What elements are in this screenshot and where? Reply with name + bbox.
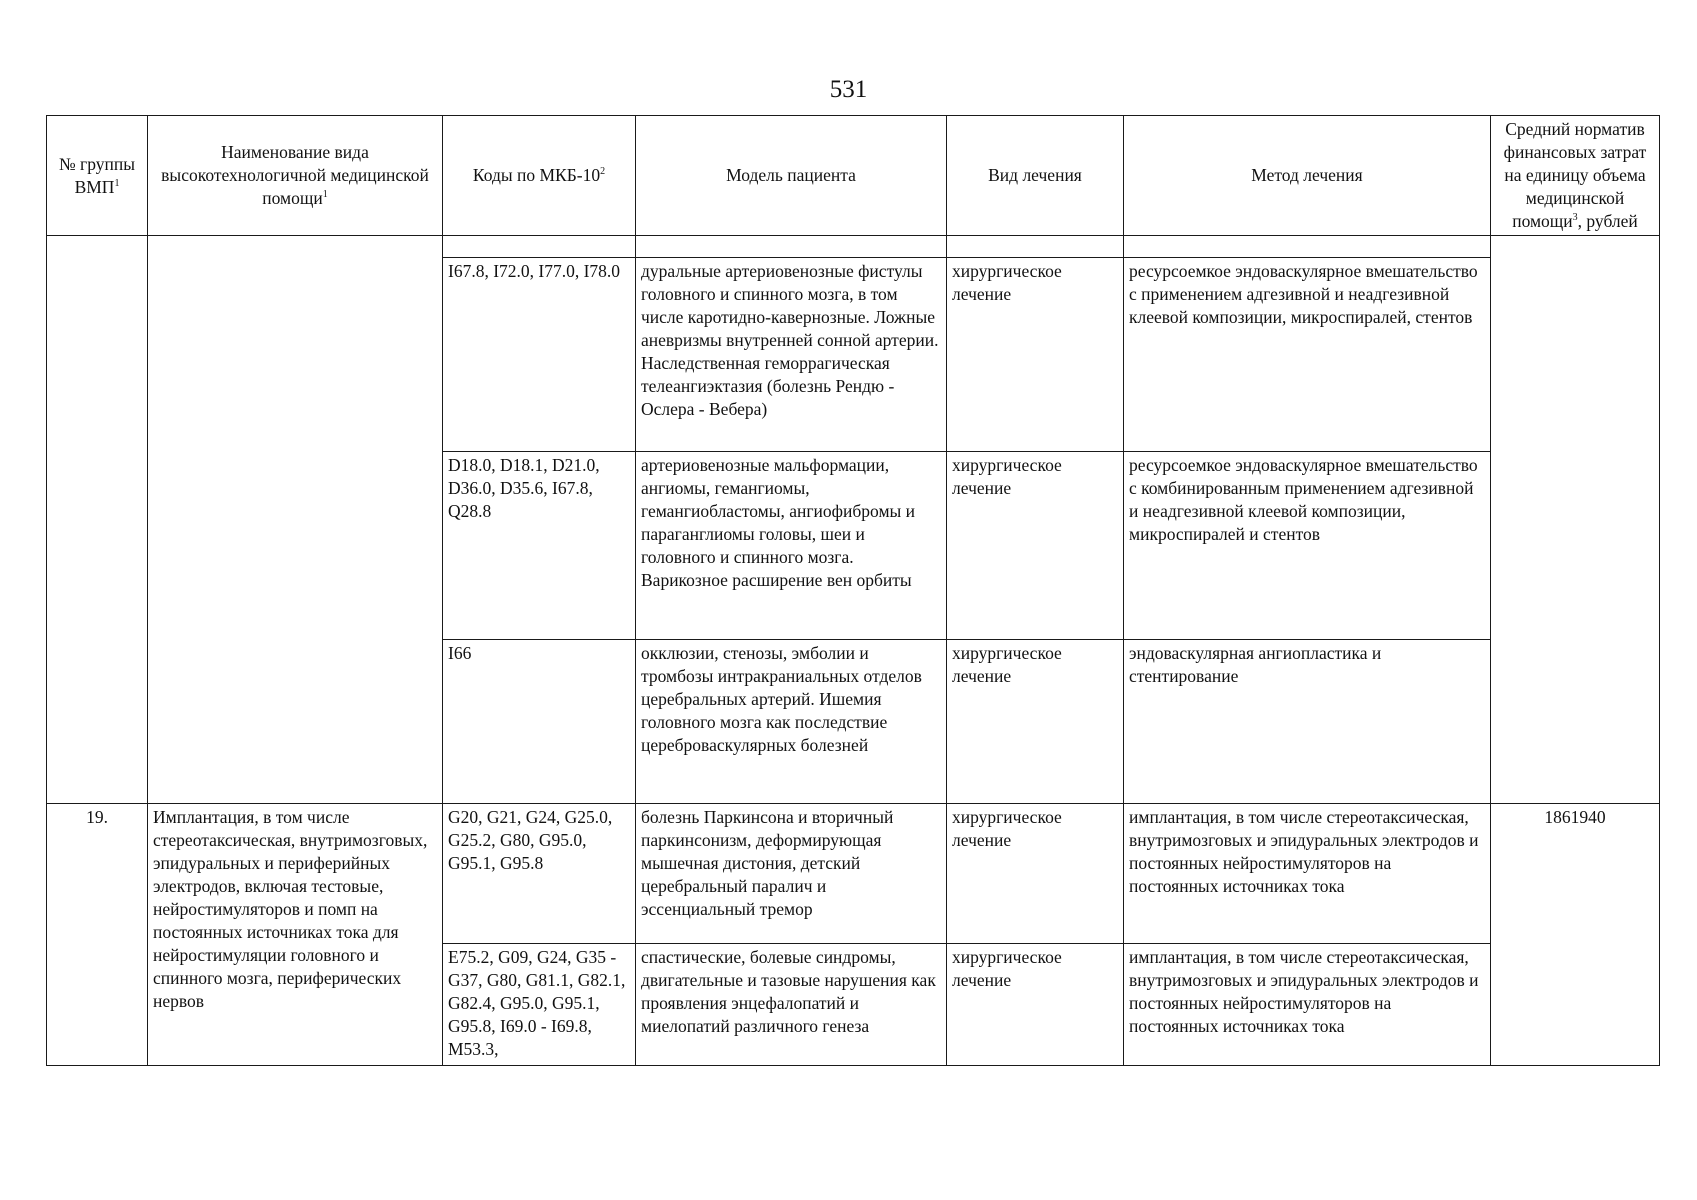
method-cell: ресурсоемкое эндоваскулярное вмешательство с комбинированным применением адгезивной и неадгезивной клеевой композиции, микроспиралей и стентов [1124, 452, 1491, 640]
vmp-table [46, 115, 1660, 1066]
spacer-cell [636, 236, 947, 258]
header-group: № группы ВМП$^1$ [47, 116, 148, 236]
header-model: Модель пациента [636, 116, 947, 236]
type-cell: хирургическое лечение [947, 804, 1124, 944]
type-cell: хирургическое лечение [947, 258, 1124, 452]
cost-cell-empty [1491, 236, 1660, 804]
codes-cell: E75.2, G09, G24, G35 - G37, G80, G81.1, G82.1, G82.4, G95.0, G95.1, G95.8, I69.0 - I69.8, M53.3, [443, 944, 636, 1066]
header-codes: Коды по МКБ-$10^2$ [443, 116, 636, 236]
cost-cell: 1861940 [1491, 804, 1660, 1066]
continuation-spacer-row [47, 236, 1660, 258]
model-cell: болезнь Паркинсона и вторичный паркинсонизм, деформирующая мышечная дистония, детский церебральный паралич и эссенциальный тремор [636, 804, 947, 944]
spacer-cell [1124, 236, 1491, 258]
codes-cell: G20, G21, G24, G25.0, G25.2, G80, G95.0, G95.1, G95.8 [443, 804, 636, 944]
header-name: Наименование вида высокотехнологичной медицинской помощи$^1$ [148, 116, 443, 236]
spacer-cell [443, 236, 636, 258]
group-name-cell: Имплантация, в том числе стереотаксическая, внутримозговых, эпидуральных и периферийных электродов, включая тестовые, нейростимуляторов и помп на постоянных источниках тока для нейростимуляции головного и спинного мозга, периферических нервов [148, 804, 443, 1066]
model-cell: артериовенозные мальформации, ангиомы, гемангиомы, гемангиобластомы, ангиофибромы и параганглиомы головы, шеи и головного и спинного мозга. Варикозное расширение вен орбиты [636, 452, 947, 640]
group-number-cell-empty [47, 236, 148, 804]
model-cell: окклюзии, стенозы, эмболии и тромбозы интракраниальных отделов церебральных артерий. Ишемия головного мозга как последствие цереброваскулярных болезней [636, 640, 947, 804]
spacer-cell [947, 236, 1124, 258]
codes-cell: I67.8, I72.0, I77.0, I78.0 [443, 258, 636, 452]
type-cell: хирургическое лечение [947, 944, 1124, 1066]
method-cell: имплантация, в том числе стереотаксическая, внутримозговых и эпидуральных электродов и постоянных нейростимуляторов на постоянных источниках тока [1124, 944, 1491, 1066]
method-cell: имплантация, в том числе стереотаксическая, внутримозговых и эпидуральных электродов и постоянных нейростимуляторов на постоянных источниках тока [1124, 804, 1491, 944]
method-cell: эндоваскулярная ангиопластика и стентирование [1124, 640, 1491, 804]
codes-cell: D18.0, D18.1, D21.0, D36.0, D35.6, I67.8, Q28.8 [443, 452, 636, 640]
type-cell: хирургическое лечение [947, 452, 1124, 640]
header-method: Метод лечения [1124, 116, 1491, 236]
codes-cell: I66 [443, 640, 636, 804]
model-cell: дуральные артериовенозные фистулы головного и спинного мозга, в том числе каротидно-кавернозные. Ложные аневризмы внутренней сонной артерии. Наследственная геморрагическая телеангиэктазия (болезнь Рендю - Ослера - Вебера) [636, 258, 947, 452]
header-type: Вид лечения [947, 116, 1124, 236]
group-name-cell-empty [148, 236, 443, 804]
type-cell: хирургическое лечение [947, 640, 1124, 804]
table-header-row [47, 116, 1660, 236]
table-row [47, 804, 1660, 944]
header-cost: Средний норматив финансовых затрат на единицу объема медицинской помощи$^3$, рублей [1491, 116, 1660, 236]
model-cell: спастические, болевые синдромы, двигательные и тазовые нарушения как проявления энцефалопатий и миелопатий различного генеза [636, 944, 947, 1066]
method-cell: ресурсоемкое эндоваскулярное вмешательство с применением адгезивной и неадгезивной клеевой композиции, микроспиралей, стентов [1124, 258, 1491, 452]
page-number: 531 [829, 76, 868, 103]
group-number-cell: 19. [47, 804, 148, 1066]
